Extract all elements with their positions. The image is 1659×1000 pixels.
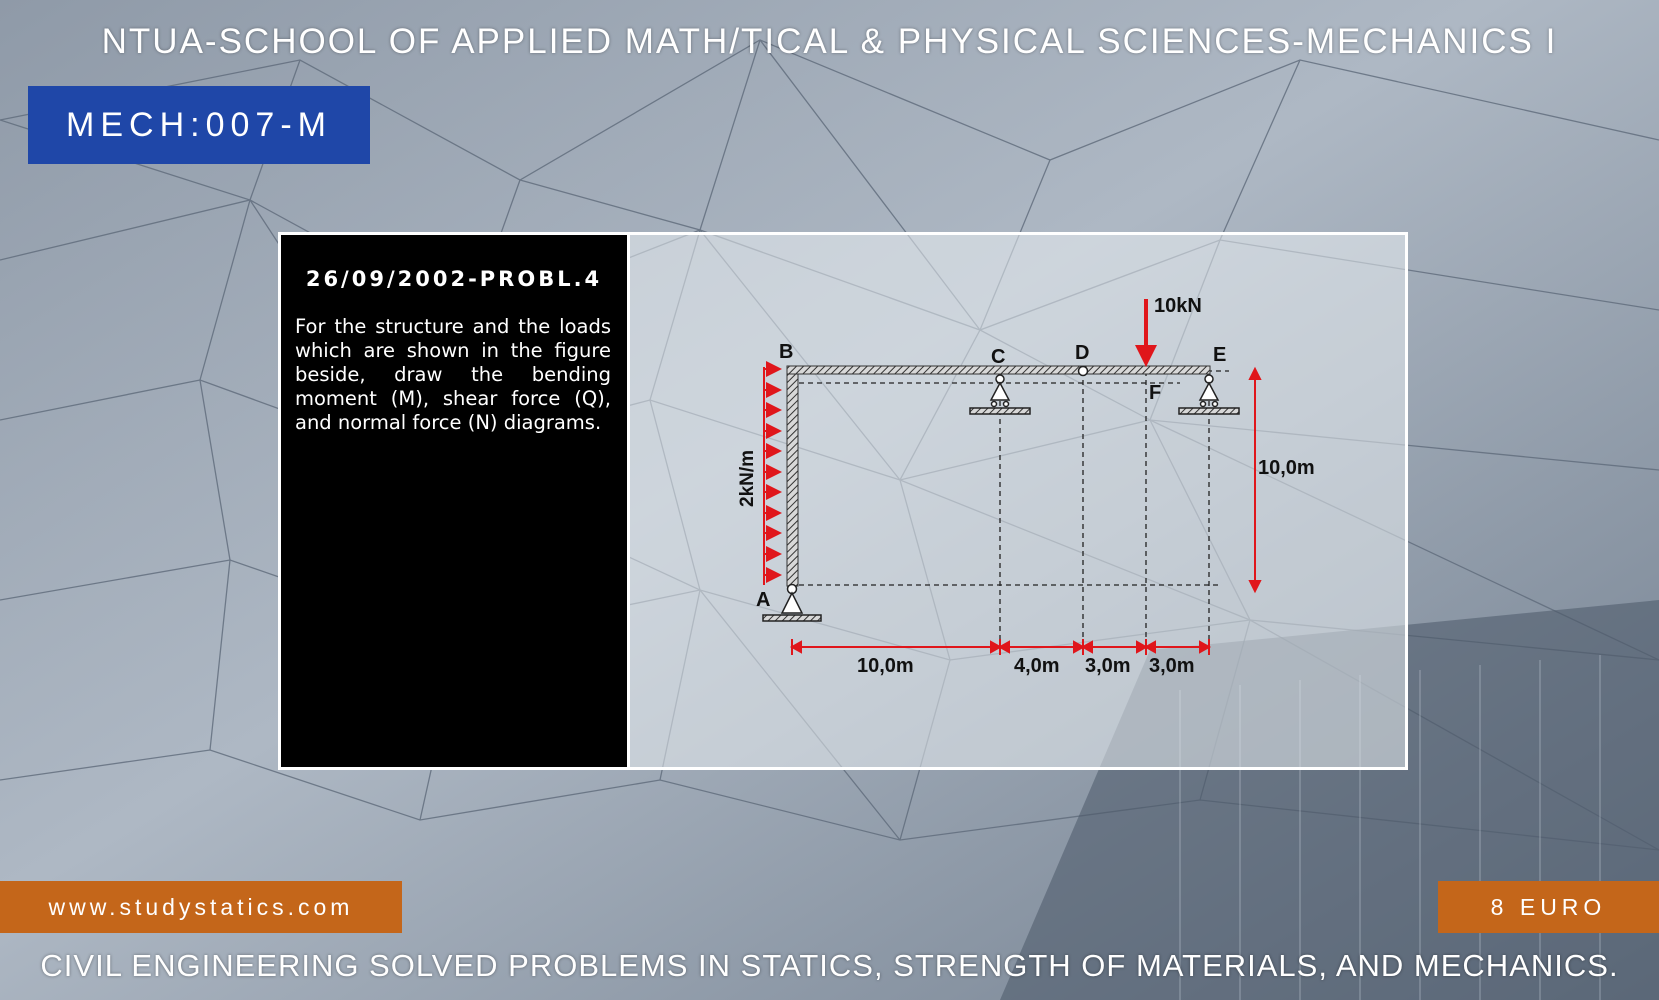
problem-statement: For the structure and the loads which are shown in the figure beside, draw the bending moment (M), shear force (Q), and normal force (N) diagrams. (295, 315, 611, 434)
span-label-3: 3,0m (1085, 655, 1131, 677)
website-link[interactable]: www.studystatics.com (0, 881, 402, 933)
node-label-d: D (1075, 342, 1090, 364)
structure-diagram (630, 235, 1405, 767)
page-title: NTUA-SCHOOL OF APPLIED MATH/TICAL & PHYSICAL SCIENCES-MECHANICS I (101, 22, 1558, 61)
hinge-d (1079, 367, 1088, 376)
span-label-2: 4,0m (1014, 655, 1060, 677)
problem-text-panel (281, 235, 630, 767)
product-code-badge: MECH:007-M (28, 86, 370, 164)
node-label-a: A (756, 589, 771, 611)
span-label-1: 10,0m (857, 655, 914, 677)
problem-panel (278, 232, 1408, 770)
footer-tagline: CIVIL ENGINEERING SOLVED PROBLEMS IN STATICS, STRENGTH OF MATERIALS, AND MECHANICS. (40, 948, 1619, 983)
node-label-b: B (779, 341, 794, 363)
problem-heading: 26/09/2002-PROBL.4 (305, 267, 603, 291)
node-label-c: C (991, 346, 1006, 368)
price-badge: 8 EURO (1438, 881, 1659, 933)
node-label-f: F (1149, 382, 1162, 404)
column-ab (787, 366, 798, 586)
height-dimension-label: 10,0m (1258, 457, 1315, 479)
distributed-load-label: 2kN/m (737, 449, 758, 507)
node-label-e: E (1213, 344, 1227, 366)
span-label-4: 3,0m (1149, 655, 1195, 677)
point-load-label: 10kN (1154, 295, 1202, 317)
